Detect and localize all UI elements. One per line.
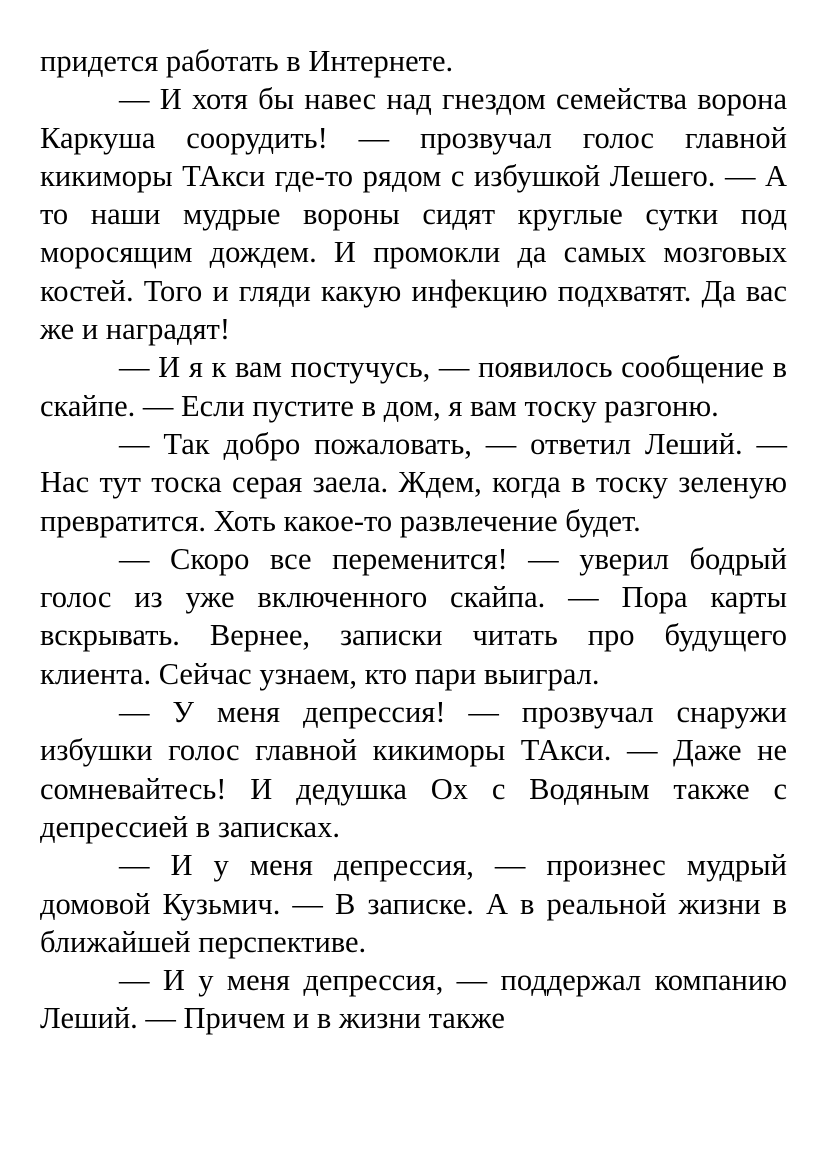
- paragraph-dialogue-4: — Скоро все переменится! — уверил бодрый голос из уже включенного скайпа. — Пора карты вскрывать. Вернее, записки читать про будущего клиента. Сейчас узнаем, кто пари выиграл.: [40, 541, 787, 691]
- book-page: [40, 42, 787, 1038]
- paragraph-dialogue-5: — У меня депрессия! — прозвучал снаружи избушки голос главной кикиморы ТАкси. — Даже не сомневайтесь! И дедушка Ох с Водяным также с депрессией в записках.: [40, 695, 787, 844]
- paragraph-continuation: придется работать в Интернете.: [40, 44, 454, 78]
- paragraph-dialogue-1: — И хотя бы навес над гнездом семейства ворона Каркуша соорудить! — прозвучал голос главной кикиморы ТАкси где-то рядом с избушкой Лешего. — А то наши мудрые вороны сидят круглые сутки под моросящим дождем. И промокли да самых мозговых костей. Того и гляди какую инфекцию подхватят. Да вас же и наградят!: [40, 82, 787, 347]
- paragraph-dialogue-3: — Так добро пожаловать, — ответил Леший. — Нас тут тоска серая заела. Ждем, когда в тоску зеленую превратится. Хоть какое-то развлечение будет.: [40, 426, 787, 538]
- paragraph-dialogue-6: — И у меня депрессия, — произнес мудрый домовой Кузьмич. — В записке. А в реальной жизни в ближайшей перспективе.: [40, 848, 787, 959]
- paragraph-dialogue-7: — И у меня депрессия, — поддержал компанию Леший. — Причем и в жизни также: [40, 963, 787, 1036]
- paragraph-dialogue-2: — И я к вам постучусь, — появилось сообщение в скайпе. — Если пустите в дом, я вам тоску разгоню.: [40, 350, 787, 423]
